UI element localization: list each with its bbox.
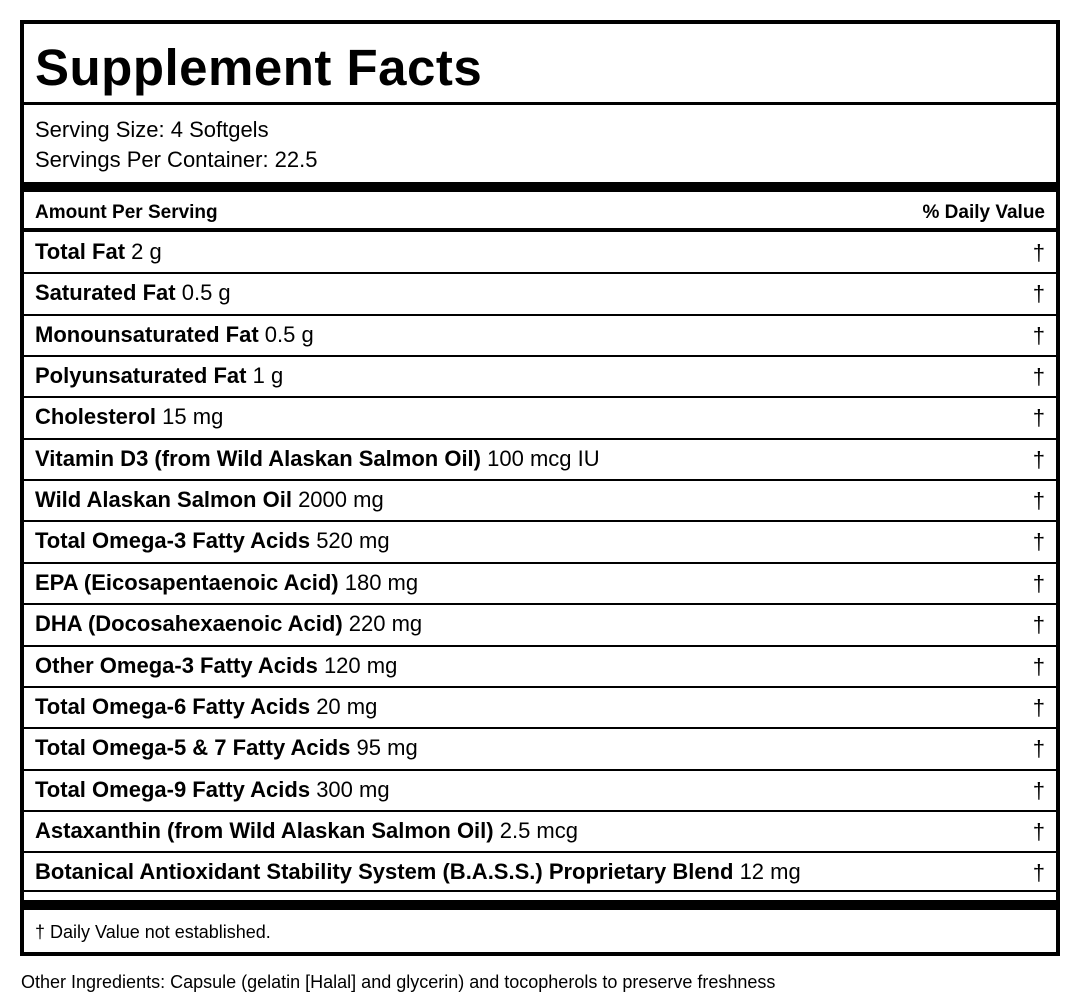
nutrient-amount: 0.5 g [181, 280, 231, 306]
nutrient-row [24, 521, 1056, 562]
nutrient-label [35, 610, 422, 638]
nutrient-amount: 120 mg [323, 652, 398, 678]
nutrient-label [35, 362, 283, 390]
divider-bottom-thick [24, 900, 1056, 910]
nutrient-name: Polyunsaturated Fat [35, 363, 247, 389]
daily-value-dagger: † [1032, 818, 1045, 844]
nutrient-row [24, 604, 1056, 645]
daily-value-dagger: † [1032, 653, 1045, 679]
nutrient-name: Vitamin D3 (from Wild Alaskan Salmon Oil) [35, 445, 481, 471]
nutrient-amount: 20 mg [316, 693, 378, 719]
daily-value-dagger: † [1032, 240, 1045, 265]
nutrient-name: Botanical Antioxidant Stability System (B.A.S.S.) Proprietary Blend [35, 859, 734, 885]
nutrient-amount: 300 mg [316, 776, 390, 802]
nutrient-row [24, 315, 1056, 356]
supplement-facts-panel [20, 20, 1060, 956]
nutrient-row [24, 397, 1056, 438]
daily-value-dagger: † [1032, 488, 1045, 514]
nutrient-row [24, 687, 1056, 728]
nutrient-amount: 2 g [131, 239, 162, 264]
nutrient-name: Total Omega-3 Fatty Acids [35, 528, 311, 554]
nutrient-label [35, 776, 390, 804]
nutrient-amount: 2.5 mcg [499, 817, 578, 843]
nutrient-amount: 100 mcg IU [487, 445, 600, 471]
servings-per-container: Servings Per Container: 22.5 [35, 147, 318, 172]
nutrient-amount: 520 mg [316, 528, 390, 554]
daily-value-dagger: † [1032, 364, 1045, 390]
daily-value-header: % Daily Value [922, 202, 1045, 223]
nutrient-row [24, 480, 1056, 521]
nutrient-row [24, 852, 1056, 893]
nutrient-name: Total Fat [35, 239, 126, 264]
nutrient-name: Other Omega-3 Fatty Acids [35, 652, 318, 678]
daily-value-dagger: † [1032, 529, 1045, 555]
nutrient-name: Saturated Fat [35, 280, 176, 306]
nutrient-amount: 2000 mg [298, 487, 384, 513]
nutrient-label [35, 279, 231, 307]
nutrient-label [35, 693, 377, 721]
nutrient-label [35, 652, 397, 680]
daily-value-dagger: † [1032, 736, 1045, 762]
other-ingredients: Other Ingredients: Capsule (gelatin [Halal] and glycerin) and tocopherols to preserve freshness [21, 972, 776, 992]
nutrient-name: Monounsaturated Fat [35, 321, 259, 347]
nutrient-row [24, 563, 1056, 604]
nutrient-amount: 1 g [252, 363, 284, 389]
daily-value-dagger: † [1032, 405, 1045, 431]
daily-value-dagger: † [1032, 860, 1045, 886]
nutrient-label [35, 858, 801, 886]
serving-size: Serving Size: 4 Softgels [35, 117, 269, 142]
nutrient-label [35, 527, 390, 555]
nutrient-row [24, 439, 1056, 480]
nutrient-amount: 180 mg [344, 569, 419, 595]
nutrient-amount: 12 mg [739, 859, 801, 885]
footnote: † Daily Value not established. [35, 922, 271, 942]
daily-value-dagger: † [1032, 281, 1045, 307]
nutrient-amount: 220 mg [348, 611, 423, 637]
daily-value-dagger: † [1032, 570, 1045, 596]
nutrient-name: DHA (Docosahexaenoic Acid) [35, 611, 343, 637]
nutrient-row [24, 728, 1056, 769]
nutrient-label [35, 238, 162, 266]
divider-thin [24, 102, 1056, 105]
daily-value-dagger: † [1032, 777, 1045, 803]
nutrient-label [35, 817, 578, 845]
nutrient-row [24, 232, 1056, 273]
nutrient-label [35, 445, 600, 473]
nutrient-amount: 95 mg [356, 735, 418, 761]
nutrient-amount: 15 mg [162, 404, 224, 430]
nutrient-row [24, 273, 1056, 314]
daily-value-dagger: † [1032, 322, 1045, 348]
nutrient-name: Total Omega-9 Fatty Acids [35, 776, 311, 802]
nutrient-name: EPA (Eicosapentaenoic Acid) [35, 569, 339, 595]
nutrient-row [24, 356, 1056, 397]
nutrient-row [24, 646, 1056, 687]
nutrient-label [35, 403, 223, 431]
nutrient-label [35, 734, 418, 762]
nutrient-name: Wild Alaskan Salmon Oil [35, 487, 292, 513]
panel-title: Supplement Facts [35, 39, 483, 96]
amount-per-serving-header: Amount Per Serving [35, 202, 218, 223]
nutrient-name: Cholesterol [35, 404, 157, 430]
nutrient-amount: 0.5 g [264, 321, 314, 347]
divider-bottom-thin [24, 890, 1056, 892]
nutrient-label [35, 321, 314, 349]
nutrient-name: Total Omega-6 Fatty Acids [35, 693, 311, 719]
daily-value-dagger: † [1032, 694, 1045, 720]
nutrient-row [24, 770, 1056, 811]
nutrient-name: Astaxanthin (from Wild Alaskan Salmon Oil) [35, 817, 494, 843]
daily-value-dagger: † [1032, 446, 1045, 472]
nutrient-label [35, 569, 418, 597]
nutrient-label [35, 486, 384, 514]
divider-thick [24, 182, 1056, 192]
daily-value-dagger: † [1032, 612, 1045, 638]
nutrient-name: Total Omega-5 & 7 Fatty Acids [35, 735, 351, 761]
nutrient-row [24, 811, 1056, 852]
